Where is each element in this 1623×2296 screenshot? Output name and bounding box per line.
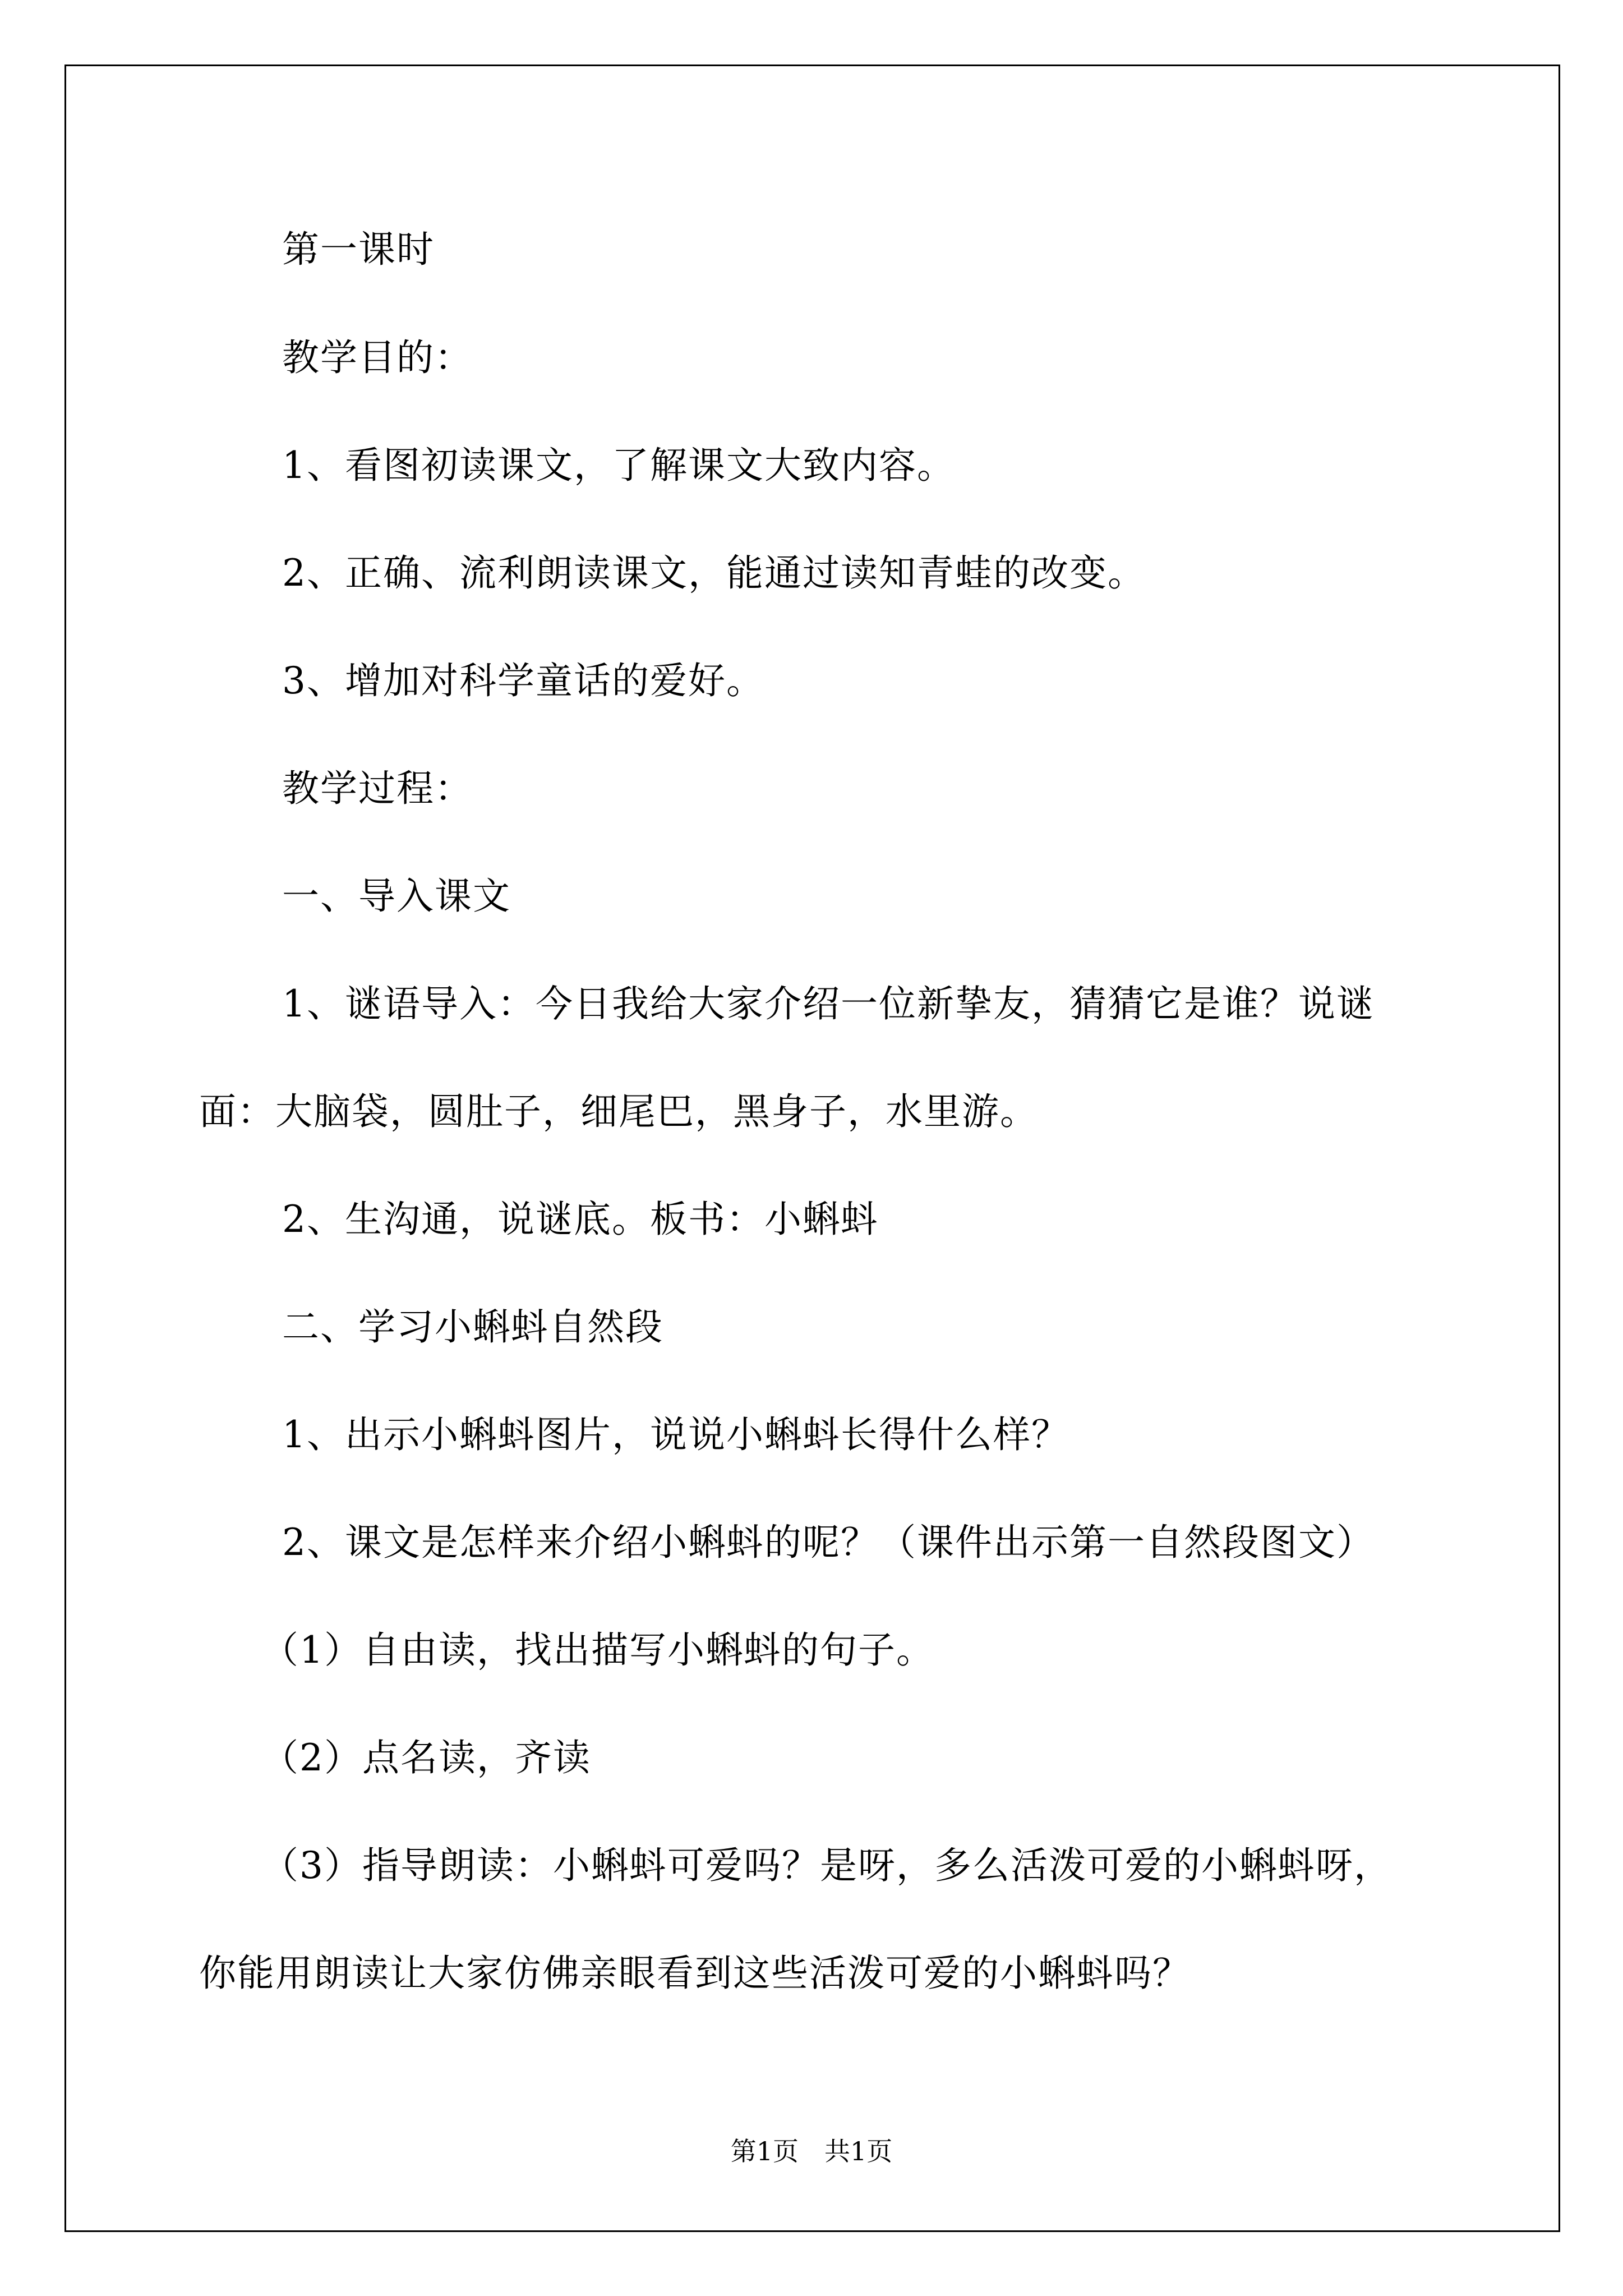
lesson-period-heading: 第一课时: [282, 228, 435, 271]
sub-item-2: （2）点名读，齐读: [261, 1736, 591, 1779]
sub-item-1: （1）自由读，找出描写小蝌蚪的句子。: [261, 1628, 934, 1672]
riddle-answer-item: 2、生沟通，说谜底。板书：小蝌蚪: [282, 1198, 879, 1241]
goal-item-3: 3、增加对科学童话的爱好。: [282, 659, 764, 702]
page-footer: 第1页 共1页: [730, 2136, 893, 2166]
sub-item-3-line-1: （3）指导朗读：小蝌蚪可爱吗？是呀，多么活泼可爱的小蝌蚪呀，: [261, 1844, 1392, 1887]
section-heading-1: 一、导入课文: [282, 875, 511, 918]
page-border: [64, 65, 1560, 2232]
goal-item-1: 1、看图初读课文，了解课文大致内容。: [282, 444, 955, 487]
teaching-process-heading: 教学过程：: [282, 767, 473, 810]
tadpole-picture-item: 1、出示小蝌蚪图片，说说小蝌蚪长得什么样？: [282, 1413, 1069, 1456]
sub-item-3-line-2: 你能用朗读让大家仿佛亲眼看到这些活泼可爱的小蝌蚪吗？: [199, 1952, 1191, 1995]
riddle-intro-line-2: 面：大脑袋，圆肚子，细尾巴，黑身子，水里游。: [199, 1090, 1038, 1133]
section-heading-2: 二、学习小蝌蚪自然段: [282, 1305, 663, 1349]
teaching-goals-heading: 教学目的：: [282, 336, 473, 379]
riddle-intro-line-1: 1、谜语导入：今日我给大家介绍一位新挚友，猜猜它是谁？说谜: [282, 982, 1375, 1025]
text-intro-item: 2、课文是怎样来介绍小蝌蚪的呢？（课件出示第一自然段图文）: [282, 1521, 1375, 1564]
goal-item-2: 2、正确、流利朗读课文，能通过读知青蛙的改变。: [282, 551, 1146, 595]
